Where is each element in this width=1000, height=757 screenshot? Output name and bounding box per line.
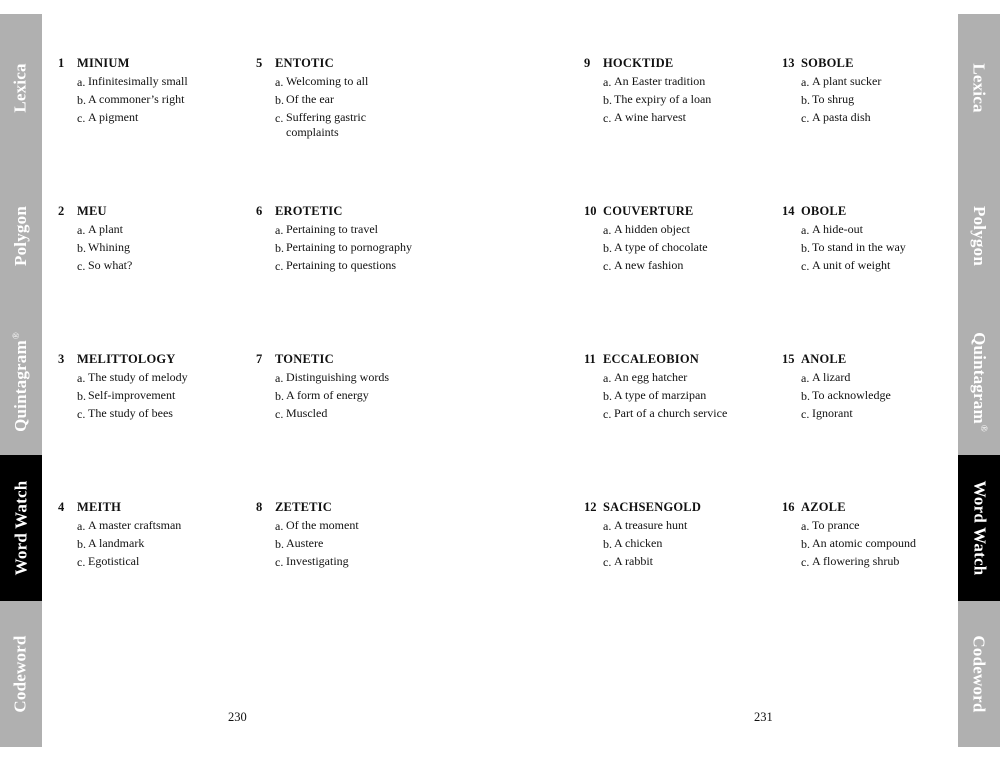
question-word: MEU xyxy=(77,204,107,218)
question-number: 16 xyxy=(782,500,795,514)
question-block xyxy=(782,54,972,127)
answer-option xyxy=(58,257,248,275)
tab-lexica-left[interactable]: Lexica xyxy=(0,14,42,162)
answer-option-text: b. Austere xyxy=(275,536,324,551)
answer-option xyxy=(584,109,774,127)
tab-quintagram-right[interactable]: Quintagram® xyxy=(958,309,1000,455)
answer-option-text: b. To acknowledge xyxy=(801,388,891,403)
answer-option xyxy=(782,239,972,257)
answer-option-text: a. Welcoming to all xyxy=(275,74,369,89)
left-section-tabs xyxy=(0,14,42,747)
answer-option xyxy=(584,553,774,571)
answer-option xyxy=(256,517,446,535)
answer-option-text: a. Distinguishing words xyxy=(275,370,390,385)
answer-option xyxy=(584,91,774,109)
answer-option-text: a. A treasure hunt xyxy=(603,518,688,533)
tab-quintagram-left[interactable]: Quintagram® xyxy=(0,309,42,455)
answer-option-text: b. A type of marzipan xyxy=(603,388,707,403)
answer-option xyxy=(58,535,248,553)
answer-option-text: c. A new fashion xyxy=(603,258,684,273)
answer-option xyxy=(58,517,248,535)
answer-option xyxy=(782,221,972,239)
question-block xyxy=(584,498,774,571)
answer-option xyxy=(782,257,972,275)
answer-option xyxy=(58,387,248,405)
answer-option-text: a. A plant sucker xyxy=(801,74,882,89)
answer-option-text: c. So what? xyxy=(77,258,133,273)
question-heading xyxy=(256,54,446,72)
answer-option xyxy=(256,221,446,239)
question-word: TONETIC xyxy=(275,352,334,366)
answer-option-text: b. A landmark xyxy=(77,536,145,551)
answer-option xyxy=(256,109,446,140)
answer-option-text: a. An egg hatcher xyxy=(603,370,688,385)
answer-option xyxy=(256,387,446,405)
answer-option-text: c. Pertaining to questions xyxy=(275,258,396,273)
question-block xyxy=(58,54,248,127)
tab-word-watch-left[interactable]: Word Watch xyxy=(0,455,42,601)
question-block xyxy=(58,498,248,571)
question-number: 5 xyxy=(256,56,263,70)
answer-option xyxy=(782,405,972,423)
question-block xyxy=(58,350,248,423)
answer-option xyxy=(256,369,446,387)
answer-option xyxy=(58,405,248,423)
answer-option-text: c. A pasta dish xyxy=(801,110,871,125)
question-number: 4 xyxy=(58,500,65,514)
question-word: ECCALEOBION xyxy=(603,352,699,366)
question-word: MEITH xyxy=(77,500,122,514)
answer-option-text: a. To prance xyxy=(801,518,860,533)
question-number: 10 xyxy=(584,204,597,218)
answer-option xyxy=(256,239,446,257)
answer-option xyxy=(584,405,774,423)
answer-option xyxy=(256,535,446,553)
answer-option xyxy=(58,109,248,127)
question-heading xyxy=(584,498,774,516)
answer-option-text: a. A master craftsman xyxy=(77,518,182,533)
question-block xyxy=(782,350,972,423)
question-block xyxy=(256,54,446,140)
question-number: 7 xyxy=(256,352,263,366)
question-block xyxy=(58,202,248,275)
answer-option xyxy=(782,91,972,109)
answer-option xyxy=(256,553,446,571)
question-heading xyxy=(58,498,248,516)
answer-option-text: c. The study of bees xyxy=(77,406,173,421)
question-block xyxy=(256,350,446,423)
question-heading xyxy=(256,498,446,516)
question-block xyxy=(256,202,446,275)
answer-option xyxy=(256,257,446,275)
question-word: AZOLE xyxy=(801,500,846,514)
answer-option xyxy=(58,553,248,571)
answer-option-text: c. Investigating xyxy=(275,554,349,569)
answer-option-text: a. A hide-out xyxy=(801,222,863,237)
answer-option xyxy=(58,91,248,109)
answer-option-text: c. A wine harvest xyxy=(603,110,686,125)
question-heading xyxy=(584,350,774,368)
question-number: 12 xyxy=(584,500,597,514)
answer-option xyxy=(782,535,972,553)
question-number: 8 xyxy=(256,500,263,514)
question-heading xyxy=(58,350,248,368)
question-number: 3 xyxy=(58,352,65,366)
answer-option xyxy=(782,109,972,127)
tab-lexica-right[interactable]: Lexica xyxy=(958,14,1000,162)
question-word: MINIUM xyxy=(77,56,130,70)
answer-option-text: c. A pigment xyxy=(77,110,139,125)
answer-option-text: b. Of the ear xyxy=(275,92,334,107)
answer-option xyxy=(584,535,774,553)
answer-option-text: b. To stand in the way xyxy=(801,240,906,255)
question-word: SACHSENGOLD xyxy=(603,500,702,514)
tab-polygon-left[interactable]: Polygon xyxy=(0,162,42,309)
answer-option-text: b. A form of energy xyxy=(275,388,369,403)
question-word: MELITTOLOGY xyxy=(77,352,176,366)
question-heading xyxy=(782,202,972,220)
question-heading xyxy=(782,54,972,72)
answer-option-text: b. Pertaining to pornography xyxy=(275,240,412,255)
question-number: 14 xyxy=(782,204,795,218)
answer-option-text: b. A type of chocolate xyxy=(603,240,708,255)
answer-option xyxy=(584,221,774,239)
question-block xyxy=(782,498,972,571)
question-number: 1 xyxy=(58,56,65,70)
question-word: ZETETIC xyxy=(275,500,332,514)
answer-option-text: c. Suffering gastric complaints xyxy=(275,110,367,139)
question-number: 9 xyxy=(584,56,591,70)
answer-option-text: c. Ignorant xyxy=(801,406,853,421)
answer-option xyxy=(584,517,774,535)
answer-option-text: b. An atomic compound xyxy=(801,536,916,551)
question-heading xyxy=(782,350,972,368)
question-heading xyxy=(256,202,446,220)
answer-option-text: c. A unit of weight xyxy=(801,258,891,273)
question-heading xyxy=(58,54,248,72)
answer-option xyxy=(584,73,774,91)
question-word: ANOLE xyxy=(801,352,847,366)
page-number-right: 231 xyxy=(754,710,773,724)
question-word: SOBOLE xyxy=(801,56,854,70)
answer-option xyxy=(782,73,972,91)
question-heading xyxy=(58,202,248,220)
question-block xyxy=(584,54,774,127)
answer-option xyxy=(256,73,446,91)
question-number: 13 xyxy=(782,56,795,70)
answer-option-text: b. A commoner’s right xyxy=(77,92,185,107)
question-block xyxy=(256,498,446,571)
question-heading xyxy=(584,202,774,220)
question-word: OBOLE xyxy=(801,204,847,218)
answer-option-text: c. A flowering shrub xyxy=(801,554,900,569)
answer-option xyxy=(58,239,248,257)
tab-codeword-left[interactable]: Codeword xyxy=(0,601,42,747)
answer-option xyxy=(782,369,972,387)
answer-option-text: a. A lizard xyxy=(801,370,851,385)
answer-option-text: b. A chicken xyxy=(603,536,663,551)
answer-option xyxy=(58,369,248,387)
page-number-left: 230 xyxy=(228,710,247,724)
answer-option-text: c. Muscled xyxy=(275,406,328,421)
answer-option xyxy=(782,553,972,571)
answer-option xyxy=(256,405,446,423)
answer-option-text: a. The study of melody xyxy=(77,370,188,385)
answer-option xyxy=(256,91,446,109)
answer-option-text: a. A plant xyxy=(77,222,123,237)
answer-option-text: a. Pertaining to travel xyxy=(275,222,378,237)
question-number: 11 xyxy=(584,352,596,366)
question-word: EROTETIC xyxy=(275,204,343,218)
tab-word-watch-right[interactable]: Word Watch xyxy=(958,455,1000,601)
answer-option xyxy=(584,387,774,405)
question-number: 2 xyxy=(58,204,65,218)
answer-option xyxy=(58,73,248,91)
question-word: HOCKTIDE xyxy=(603,56,674,70)
question-block xyxy=(782,202,972,275)
answer-option-text: a. An Easter tradition xyxy=(603,74,706,89)
answer-option xyxy=(782,387,972,405)
question-word: ENTOTIC xyxy=(275,56,334,70)
answer-option-text: c. Part of a church service xyxy=(603,406,728,421)
answer-option xyxy=(782,517,972,535)
tab-codeword-right[interactable]: Codeword xyxy=(958,601,1000,747)
question-heading xyxy=(782,498,972,516)
answer-option-text: c. Egotistical xyxy=(77,554,140,569)
answer-option-text: a. Of the moment xyxy=(275,518,359,533)
question-number: 15 xyxy=(782,352,795,366)
answer-option xyxy=(584,369,774,387)
question-block xyxy=(584,202,774,275)
answer-option-text: b. The expiry of a loan xyxy=(603,92,712,107)
answer-option-text: a. Infinitesimally small xyxy=(77,74,188,89)
answer-option-text: a. A hidden object xyxy=(603,222,690,237)
answer-option xyxy=(584,257,774,275)
question-heading xyxy=(256,350,446,368)
answer-option-text: b. To shrug xyxy=(801,92,855,107)
answer-option-text: b. Whining xyxy=(77,240,130,255)
answer-option-text: c. A rabbit xyxy=(603,554,653,569)
tab-polygon-right[interactable]: Polygon xyxy=(958,162,1000,309)
question-number: 6 xyxy=(256,204,263,218)
answer-option-text: b. Self-improvement xyxy=(77,388,176,403)
answer-option xyxy=(58,221,248,239)
question-block xyxy=(584,350,774,423)
answer-option xyxy=(584,239,774,257)
question-word: COUVERTURE xyxy=(603,204,694,218)
question-heading xyxy=(584,54,774,72)
